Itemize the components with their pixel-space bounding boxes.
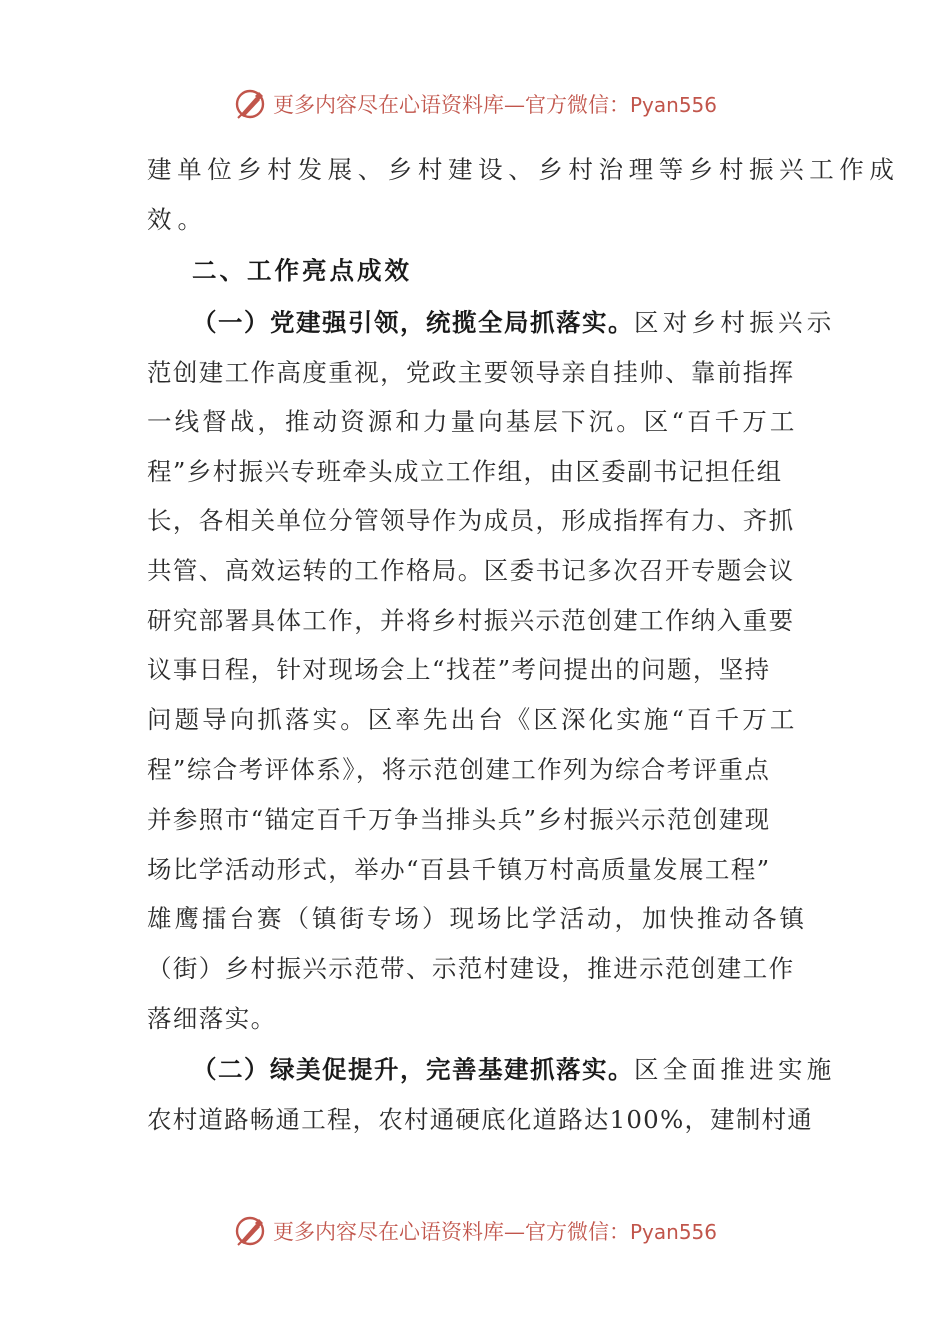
paragraph-line: 雄鹰擂台赛（镇街专场）现场比学活动，加快推动各镇 bbox=[147, 904, 807, 933]
paragraph-line: 程”乡村振兴专班牵头成立工作组，由区委副书记担任组 bbox=[147, 457, 783, 486]
subsection-first-line: （二）绿美促提升，完善基建抓落实。区全面推进实施 bbox=[192, 1055, 836, 1084]
pen-logo-icon bbox=[233, 87, 267, 121]
paragraph-line: 一线督战，推动资源和力量向基层下沉。区“百千万工 bbox=[147, 407, 798, 436]
paragraph-line: 长，各相关单位分管领导作为成员，形成指挥有力、齐抓 bbox=[147, 506, 795, 535]
paragraph-line: 并参照市“锚定百千万争当排头兵”乡村振兴示范创建现 bbox=[147, 805, 771, 834]
paragraph-line: 问题导向抓落实。区率先出台《区深化实施“百千万工 bbox=[147, 705, 798, 734]
subsection-title-1: （一）党建强引领，统揽全局抓落实。 bbox=[192, 308, 634, 337]
pen-logo-icon bbox=[233, 1214, 267, 1248]
section-heading: 二、工作亮点成效 bbox=[192, 256, 412, 285]
watermark-banner-bottom bbox=[0, 1211, 950, 1251]
watermark-text: 更多内容尽在心语资料库—官方微信：Pyan556 bbox=[272, 1220, 717, 1244]
subsection-title-2: （二）绿美促提升，完善基建抓落实。 bbox=[192, 1055, 634, 1084]
watermark-banner-top bbox=[0, 84, 950, 124]
subsection-first-line: （一）党建强引领，统揽全局抓落实。区对乡村振兴示 bbox=[192, 308, 836, 337]
paragraph-line: 议事日程，针对现场会上“找茬”考问提出的问题，坚持 bbox=[147, 655, 771, 684]
paragraph-line: 共管、高效运转的工作格局。区委书记多次召开专题会议 bbox=[147, 556, 795, 585]
paragraph-line: 落细落实。 bbox=[147, 1004, 277, 1033]
paragraph-line: 农村道路畅通工程，农村通硬底化道路达100%，建制村通 bbox=[147, 1105, 813, 1134]
paragraph-line: （街）乡村振兴示范带、示范村建设，推进示范创建工作 bbox=[147, 954, 795, 983]
paragraph-line: 范创建工作高度重视，党政主要领导亲自挂帅、靠前指挥 bbox=[147, 358, 795, 387]
paragraph-line: 效。 bbox=[147, 205, 208, 234]
paragraph-line: 场比学活动形式，举办“百县千镇万村高质量发展工程” bbox=[147, 855, 771, 884]
paragraph-line: 研究部署具体工作，并将乡村振兴示范创建工作纳入重要 bbox=[147, 606, 795, 635]
watermark-text: 更多内容尽在心语资料库—官方微信：Pyan556 bbox=[272, 93, 717, 117]
paragraph-line: 建单位乡村发展、乡村建设、乡村治理等乡村振兴工作成 bbox=[147, 155, 900, 184]
paragraph-line: 程”综合考评体系》，将示范创建工作列为综合考评重点 bbox=[147, 755, 771, 784]
